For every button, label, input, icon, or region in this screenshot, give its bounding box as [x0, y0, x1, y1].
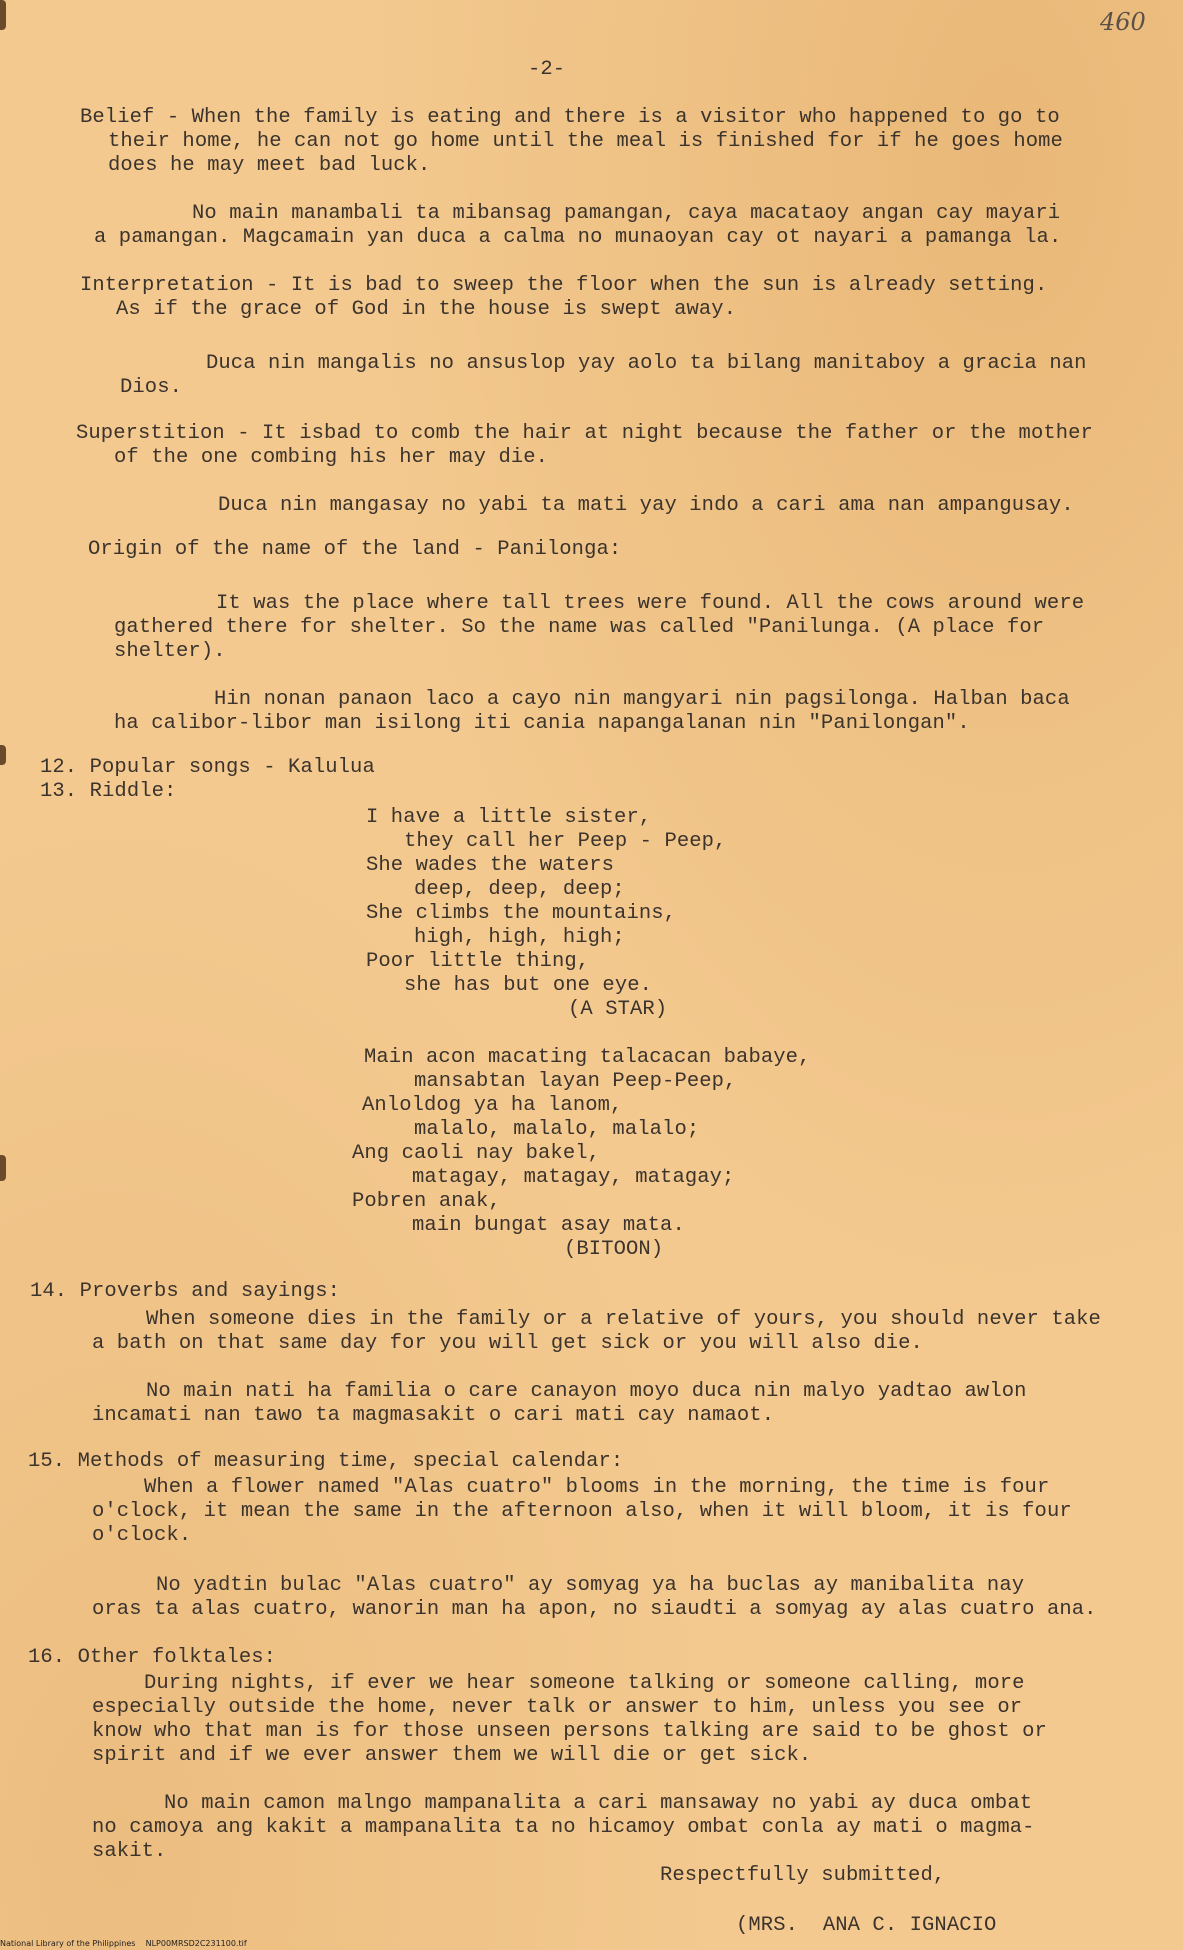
belief-local-line: No main manambali ta mibansag pamangan, caya macataoy angan cay mayari [192, 202, 1061, 225]
riddle-line: She wades the waters [366, 854, 615, 877]
riddle-line: I have a little sister, [366, 806, 652, 829]
riddle-local-line: main bungat asay mata. [412, 1214, 685, 1237]
belief-local-line: a pamangan. Magcamain yan duca a calma no munaoyan cay ot nayari a pamanga la. [94, 226, 1062, 249]
folktale-line: During nights, if ever we hear someone talking or someone calling, more [144, 1672, 1025, 1695]
binding-edge [0, 745, 6, 765]
closing: Respectfully submitted, [660, 1864, 946, 1887]
riddle-line: She climbs the mountains, [366, 902, 677, 925]
riddle-local-answer: (BITOON) [564, 1238, 664, 1261]
item-folktales-heading: 16. Other folktales: [28, 1646, 277, 1669]
superstition-line: Superstition - It isbad to comb the hair at night because the father or the mother [76, 422, 1093, 445]
riddle-answer: (A STAR) [568, 998, 668, 1021]
archive-footer: National Library of the Philippines NLP00MRSD2C231100.tif [0, 1939, 247, 1948]
riddle-line: high, high, high; [414, 926, 625, 949]
item-riddle-heading: 13. Riddle: [40, 780, 177, 803]
riddle-local-line: Anloldog ya ha lanom, [362, 1094, 623, 1117]
riddle-local-line: matagay, matagay, matagay; [412, 1166, 735, 1189]
interpretation-line: Interpretation - It is bad to sweep the floor when the sun is already setting. [80, 274, 1048, 297]
time-line: When a flower named "Alas cuatro" blooms in the morning, the time is four [144, 1476, 1050, 1499]
riddle-local-line: Pobren anak, [352, 1190, 501, 1213]
proverb-local-line: incamati nan tawo ta magmasakit o cari mati cay namaot. [92, 1404, 775, 1427]
interpretation-line: As if the grace of God in the house is swept away. [116, 298, 737, 321]
riddle-line: they call her Peep - Peep, [404, 830, 727, 853]
folktale-local-line: sakit. [92, 1840, 167, 1863]
riddle-local-line: mansabtan layan Peep-Peep, [414, 1070, 737, 1093]
riddle-local-line: Ang caoli nay bakel, [352, 1142, 601, 1165]
interpretation-local-line: Dios. [120, 376, 183, 399]
time-line: o'clock. [92, 1524, 192, 1547]
origin-heading: Origin of the name of the land - Panilonga: [88, 538, 622, 561]
item-popular-songs: 12. Popular songs - Kalulua [40, 756, 375, 779]
folktale-line: especially outside the home, never talk or answer to him, unless you see or [92, 1696, 1023, 1719]
origin-local-line: ha calibor-libor man isilong iti cania napangalanan nin "Panilongan". [114, 712, 970, 735]
superstition-line: of the one combing his her may die. [114, 446, 549, 469]
riddle-line: Poor little thing, [366, 950, 590, 973]
belief-line: does he may meet bad luck. [108, 154, 431, 177]
folktale-local-line: no camoya ang kakit a mampanalita ta no hicamoy ombat conla ay mati o magma- [92, 1816, 1035, 1839]
riddle-local-line: Main acon macating talacacan babaye, [364, 1046, 811, 1069]
proverb-line: When someone dies in the family or a relative of yours, you should never take [146, 1308, 1101, 1331]
riddle-line: deep, deep, deep; [414, 878, 625, 901]
interpretation-local-line: Duca nin mangalis no ansuslop yay aolo ta bilang manitaboy a gracia nan [206, 352, 1087, 375]
item-time-heading: 15. Methods of measuring time, special calendar: [28, 1450, 624, 1473]
folktale-line: know who that man is for those unseen persons talking are said to be ghost or [92, 1720, 1047, 1743]
belief-line: Belief - When the family is eating and there is a visitor who happened to go to [80, 106, 1060, 129]
riddle-local-line: malalo, malalo, malalo; [414, 1118, 700, 1141]
proverb-line: a bath on that same day for you will get sick or you will also die. [92, 1332, 923, 1355]
signature: (MRS. ANA C. IGNACIO [736, 1914, 997, 1937]
handwritten-page-mark: 460 [1100, 8, 1146, 36]
binding-edge [0, 0, 6, 30]
folktale-local-line: No main camon malngo mampanalita a cari mansaway no yabi ay duca ombat [164, 1792, 1033, 1815]
origin-line: It was the place where tall trees were found. All the cows around were [216, 592, 1085, 615]
time-local-line: oras ta alas cuatro, wanorin man ha apon, no siaudti a somyag ay alas cuatro ana. [92, 1598, 1097, 1621]
origin-local-line: Hin nonan panaon laco a cayo nin mangyari nin pagsilonga. Halban baca [214, 688, 1070, 711]
superstition-local-line: Duca nin mangasay no yabi ta mati yay indo a cari ama nan ampangusay. [218, 494, 1074, 517]
origin-line: gathered there for shelter. So the name was called "Panilunga. (A place for [114, 616, 1045, 639]
time-local-line: No yadtin bulac "Alas cuatro" ay somyag ya ha buclas ay manibalita nay [156, 1574, 1025, 1597]
riddle-line: she has but one eye. [404, 974, 653, 997]
binding-edge [0, 1155, 6, 1181]
belief-line: their home, he can not go home until the meal is finished for if he goes home [108, 130, 1063, 153]
page-number: -2- [528, 58, 566, 81]
proverb-local-line: No main nati ha familia o care canayon moyo duca nin malyo yadtao awlon [146, 1380, 1027, 1403]
origin-line: shelter). [114, 640, 226, 663]
time-line: o'clock, it mean the same in the afternoon also, when it will bloom, it is four [92, 1500, 1072, 1523]
folktale-line: spirit and if we ever answer them we will die or get sick. [92, 1744, 812, 1767]
item-proverbs-heading: 14. Proverbs and sayings: [30, 1280, 341, 1303]
